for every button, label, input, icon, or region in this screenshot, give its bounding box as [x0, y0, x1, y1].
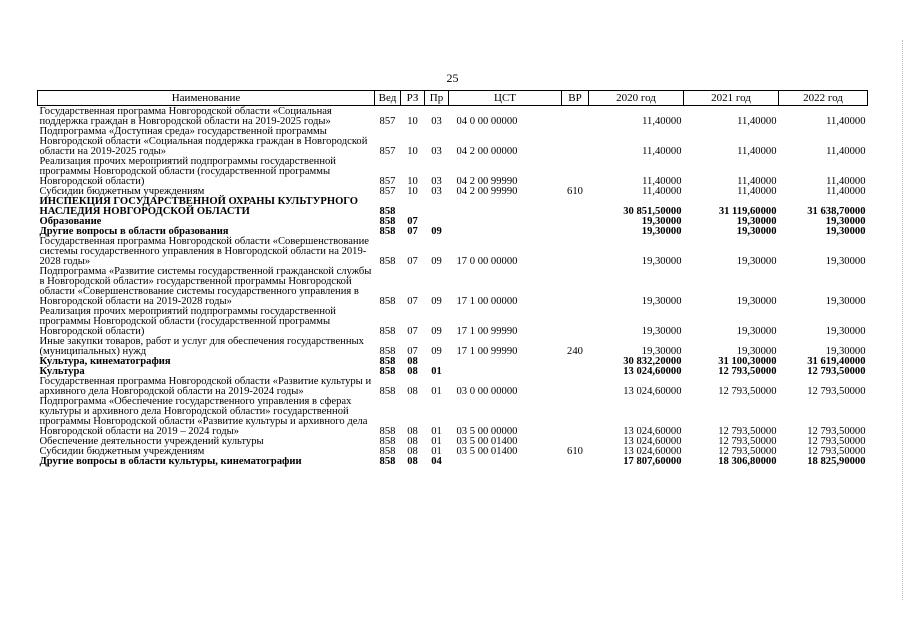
- row-2020: 13 024,60000: [623, 426, 682, 437]
- row-name: Обеспечение деятельности учреждений культуры: [39, 436, 264, 447]
- row-vr: [562, 197, 589, 217]
- row-name: Другие вопросы в области культуры, кинематографии: [39, 456, 302, 467]
- row-2021: 31 100,30000: [718, 356, 777, 367]
- header-rz: РЗ: [401, 91, 425, 106]
- row-2021: 19,30000: [736, 226, 777, 237]
- row-ved: 858: [379, 426, 396, 437]
- row-2022: 31 638,70000: [807, 206, 866, 217]
- row-ved: 858: [379, 436, 396, 447]
- row-cst: 04 2 00 00000: [456, 146, 518, 157]
- row-cst: [449, 457, 562, 467]
- row-name: Государственная программа Новгородской области «Совершенствование системы государственного управления в Новгородской области на 2019-2028 годы»: [39, 236, 369, 267]
- row-2021: 19,30000: [736, 326, 777, 337]
- header-pr: Пр: [425, 91, 449, 106]
- page-number: 25: [446, 71, 459, 85]
- row-ved: 858: [379, 216, 396, 227]
- row-ved: 858: [379, 366, 396, 377]
- row-2021: 18 306,80000: [718, 456, 777, 467]
- row-cst: [449, 357, 562, 367]
- row-vr: [562, 217, 589, 227]
- row-ved: 858: [379, 326, 396, 337]
- row-2022: 18 825,90000: [807, 456, 866, 467]
- row-rz: 07: [407, 216, 418, 227]
- row-vr: [562, 397, 589, 437]
- row-2022: 19,30000: [825, 256, 866, 267]
- row-rz: 10: [407, 176, 418, 187]
- row-2021: 12 793,50000: [718, 436, 777, 447]
- header-ved: Вед: [375, 91, 401, 106]
- row-rz: 08: [407, 456, 418, 467]
- row-name: Культура, кинематография: [39, 356, 171, 367]
- row-ved: 858: [379, 256, 396, 267]
- row-cst: 17 1 00 00000: [456, 296, 518, 307]
- row-name: Иные закупки товаров, работ и услуг для обеспечения государственных (муниципальных) нужд: [39, 336, 364, 357]
- row-ved: 858: [379, 386, 396, 397]
- row-pr: 03: [431, 146, 442, 157]
- row-pr: 01: [431, 366, 442, 377]
- table-row: [38, 397, 868, 437]
- row-cst: 03 5 00 01400: [456, 436, 518, 447]
- row-vr: [562, 267, 589, 307]
- row-rz: 08: [407, 446, 418, 457]
- row-vr: [562, 457, 589, 467]
- row-rz: 07: [407, 296, 418, 307]
- table-row: [38, 237, 868, 267]
- row-2022: 19,30000: [825, 226, 866, 237]
- row-2020: 13 024,60000: [623, 366, 682, 377]
- table-row: [38, 106, 868, 128]
- row-pr: 09: [431, 346, 442, 357]
- row-name: Культура: [39, 366, 85, 377]
- row-name: Государственная программа Новгородской области «Развитие культуры и архивного дела Новгородской области на 2019-2024 годы»: [39, 376, 372, 397]
- row-2020: 11,40000: [642, 146, 682, 157]
- row-cst: 03 0 00 00000: [456, 386, 518, 397]
- row-2022: 19,30000: [825, 296, 866, 307]
- row-2022: 19,30000: [825, 216, 866, 227]
- row-rz: 08: [407, 356, 418, 367]
- row-pr: 03: [431, 176, 442, 187]
- row-pr: 01: [431, 436, 442, 447]
- table-row: [38, 307, 868, 337]
- header-2020: 2020 год: [589, 91, 684, 106]
- row-2021: 12 793,50000: [718, 366, 777, 377]
- row-vr: [562, 357, 589, 367]
- row-cst: [449, 197, 562, 217]
- header-vr: ВР: [562, 91, 589, 106]
- header-cst: ЦСТ: [449, 91, 562, 106]
- row-cst: [449, 367, 562, 377]
- row-2020: 19,30000: [641, 256, 682, 267]
- row-2021: 11,40000: [737, 176, 777, 187]
- row-ved: 858: [379, 356, 396, 367]
- row-2021: 31 119,60000: [718, 206, 777, 217]
- row-ved: 858: [379, 456, 396, 467]
- row-pr: 09: [431, 296, 442, 307]
- row-pr: 09: [431, 326, 442, 337]
- row-2022: 19,30000: [825, 326, 866, 337]
- row-pr: 09: [431, 226, 442, 237]
- row-2020: 19,30000: [641, 226, 682, 237]
- row-rz: 07: [407, 256, 418, 267]
- row-vr: [562, 127, 589, 157]
- row-2021: 19,30000: [736, 256, 777, 267]
- row-pr: 01: [431, 446, 442, 457]
- table-row: [38, 377, 868, 397]
- row-2021: 12 793,50000: [718, 446, 777, 457]
- row-vr: 610: [567, 446, 583, 457]
- header-2022: 2022 год: [779, 91, 868, 106]
- row-cst: [449, 227, 562, 237]
- row-2022: 12 793,50000: [807, 446, 866, 457]
- row-cst: [449, 217, 562, 227]
- row-2021: 11,40000: [737, 186, 777, 197]
- row-pr: 04: [431, 456, 442, 467]
- row-ved: 858: [379, 346, 396, 357]
- row-rz: 10: [407, 116, 418, 127]
- row-vr: [562, 377, 589, 397]
- row-2020: 11,40000: [642, 176, 682, 187]
- row-rz: 07: [407, 226, 418, 237]
- row-rz: 07: [407, 346, 418, 357]
- row-2020: 13 024,60000: [623, 386, 682, 397]
- row-vr: [562, 157, 589, 187]
- header-name: Наименование: [38, 91, 375, 106]
- row-2021: 19,30000: [736, 346, 777, 357]
- row-cst: 03 5 00 01400: [456, 446, 518, 457]
- row-ved: 858: [379, 206, 396, 217]
- table-row: [38, 197, 868, 217]
- row-2022: 11,40000: [826, 116, 866, 127]
- row-2020: 30 851,50000: [623, 206, 682, 217]
- row-2021: 11,40000: [737, 116, 777, 127]
- row-rz: 08: [407, 426, 418, 437]
- row-2022: 11,40000: [826, 186, 866, 197]
- row-name: ИНСПЕКЦИЯ ГОСУДАРСТВЕННОЙ ОХРАНЫ КУЛЬТУРНОГО НАСЛЕДИЯ НОВГОРОДСКОЙ ОБЛАСТИ: [39, 196, 359, 217]
- row-2021: 19,30000: [736, 296, 777, 307]
- table-row: [38, 127, 868, 157]
- row-pr: 03: [431, 116, 442, 127]
- row-vr: [562, 106, 589, 128]
- row-cst: 04 2 00 99990: [456, 176, 518, 187]
- row-name: Образование: [39, 216, 102, 227]
- row-cst: 03 5 00 00000: [456, 426, 518, 437]
- row-pr: 03: [431, 186, 442, 197]
- row-rz: 08: [407, 386, 418, 397]
- row-rz: 08: [407, 436, 418, 447]
- row-2020: 11,40000: [642, 116, 682, 127]
- row-2020: 13 024,60000: [623, 446, 682, 457]
- row-2022: 12 793,50000: [807, 366, 866, 377]
- row-vr: [562, 367, 589, 377]
- row-vr: 240: [567, 346, 583, 357]
- row-rz: 10: [407, 186, 418, 197]
- row-name: Подпрограмма «Развитие системы государственной гражданской службы в Новгородской области» государственной программы Новгородской области «Совершенствование системы государственного управления в Новгородской области на 2019-2028 годы»: [39, 266, 372, 307]
- scan-edge: [899, 40, 903, 600]
- row-2022: 12 793,50000: [807, 436, 866, 447]
- row-2021: 12 793,50000: [718, 386, 777, 397]
- row-pr: 01: [431, 386, 442, 397]
- row-ved: 857: [379, 146, 396, 157]
- row-vr: [562, 307, 589, 337]
- row-2020: 19,30000: [641, 296, 682, 307]
- header-2021: 2021 год: [684, 91, 779, 106]
- table-row: [38, 157, 868, 187]
- row-2022: 19,30000: [825, 346, 866, 357]
- row-cst: 17 0 00 00000: [456, 256, 518, 267]
- row-rz: 08: [407, 366, 418, 377]
- row-ved: 858: [379, 226, 396, 237]
- row-ved: 857: [379, 186, 396, 197]
- row-2020: 19,30000: [641, 216, 682, 227]
- row-pr: 01: [431, 426, 442, 437]
- row-2020: 19,30000: [641, 346, 682, 357]
- row-name: Подпрограмма «Доступная среда» государственной программы Новгородской области «Социальная поддержка граждан в Новгородской области на 2019-2025 годы»: [39, 126, 368, 157]
- table-row: [38, 457, 868, 467]
- row-name: Подпрограмма «Обеспечение государственного управления в сферах культуры и архивного дела Новгородской области» государственной программы Новгородской области «Развитие культуры и архивного дела Новгородской области на 2019 – 2024 годы»: [39, 396, 368, 437]
- row-2021: 12 793,50000: [718, 426, 777, 437]
- row-name: Реализация прочих мероприятий подпрограммы государственной программы Новгородской области (государственной программы Новгородской области): [39, 156, 336, 187]
- row-2022: 12 793,50000: [807, 386, 866, 397]
- row-rz: 07: [407, 326, 418, 337]
- row-2022: 31 619,40000: [807, 356, 866, 367]
- row-pr: 09: [431, 256, 442, 267]
- row-name: Субсидии бюджетным учреждениям: [39, 446, 205, 457]
- row-vr: [562, 227, 589, 237]
- table-header-row: [38, 91, 868, 106]
- row-2020: 30 832,20000: [623, 356, 682, 367]
- row-vr: [562, 237, 589, 267]
- row-vr: 610: [567, 186, 583, 197]
- budget-table: [37, 90, 868, 467]
- row-cst: 17 1 00 99990: [456, 326, 518, 337]
- table-row: [38, 337, 868, 357]
- row-ved: 858: [379, 296, 396, 307]
- row-cst: 04 0 00 00000: [456, 116, 518, 127]
- row-ved: 857: [379, 116, 396, 127]
- row-2022: 12 793,50000: [807, 426, 866, 437]
- row-cst: 04 2 00 99990: [456, 186, 518, 197]
- row-ved: 858: [379, 446, 396, 457]
- row-cst: 17 1 00 99990: [456, 346, 518, 357]
- table-row: [38, 267, 868, 307]
- row-2021: 11,40000: [737, 146, 777, 157]
- row-name: Государственная программа Новгородской области «Социальная поддержка граждан в Новгородской области на 2019-2025 годы»: [39, 106, 332, 127]
- row-rz: 10: [407, 146, 418, 157]
- row-name: Субсидии бюджетным учреждениям: [39, 186, 205, 197]
- row-ved: 857: [379, 176, 396, 187]
- row-2020: 19,30000: [641, 326, 682, 337]
- row-2022: 11,40000: [826, 146, 866, 157]
- row-2020: 13 024,60000: [623, 436, 682, 447]
- row-rz: [401, 197, 425, 217]
- row-2020: 17 807,60000: [623, 456, 682, 467]
- row-pr: [425, 197, 449, 217]
- row-2020: 11,40000: [642, 186, 682, 197]
- row-2022: 11,40000: [826, 176, 866, 187]
- row-name: Другие вопросы в области образования: [39, 226, 229, 237]
- row-2021: 19,30000: [736, 216, 777, 227]
- row-name: Реализация прочих мероприятий подпрограммы государственной программы Новгородской области (государственной программы Новгородской области): [39, 306, 336, 337]
